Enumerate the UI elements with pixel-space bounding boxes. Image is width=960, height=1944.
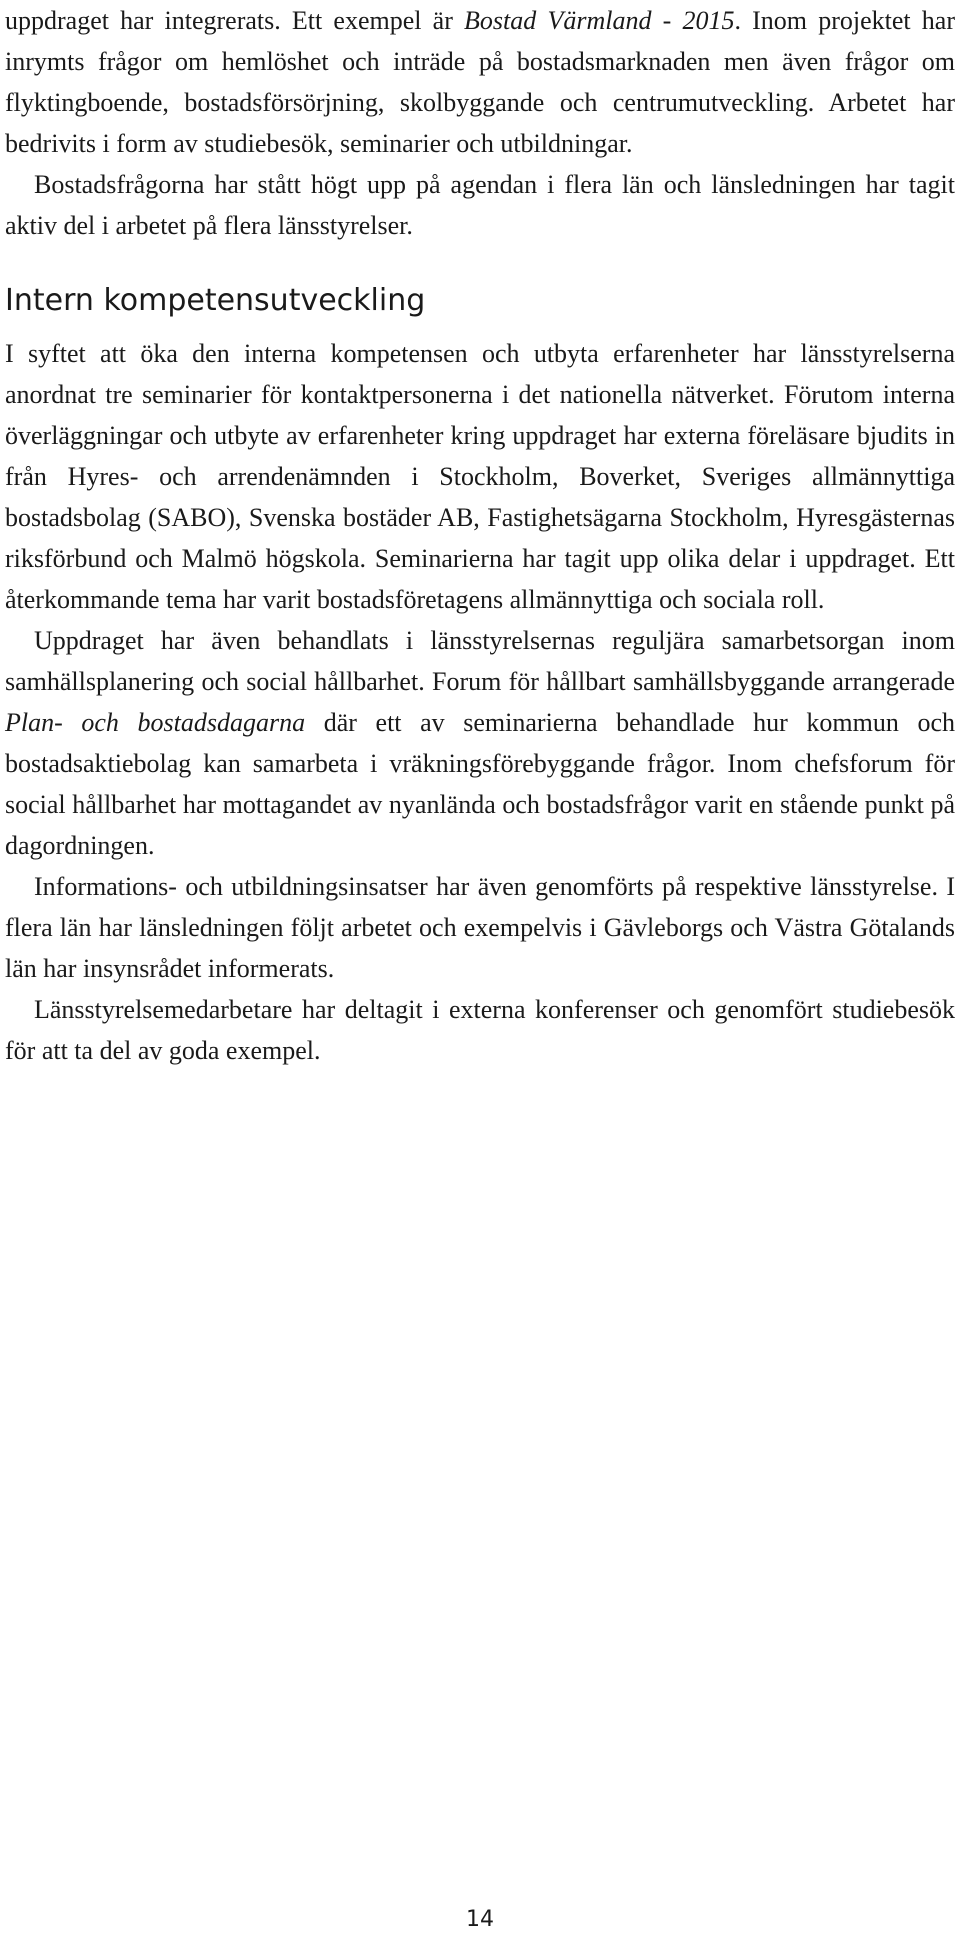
section-paragraph-3: Informations- och utbildningsinsatser har även genomförts på respektive länsstyrelse. I flera län har länsledningen följt arbetet och exempelvis i Gävleborgs och Västra Götalands län har insynsrådet informerats.	[5, 872, 955, 983]
section-heading: Intern kompetensutveckling	[5, 283, 426, 318]
project-name-italic: Bostad Värmland - 2015	[464, 6, 735, 35]
intro-paragraph-1	[5, 0, 955, 164]
event-name-italic: Plan- och bostadsdagarna	[5, 708, 306, 737]
intro-paragraph-1-start: uppdraget har integrerats. Ett exempel är	[5, 6, 465, 35]
intro-paragraph-2: Bostadsfrågorna har stått högt upp på agendan i flera län och länsledningen har tagit aktiv del i arbetet på flera länsstyrelser.	[5, 170, 955, 240]
page-number: 14	[466, 1907, 494, 1932]
section-paragraph-1: I syftet att öka den interna kompetensen och utbyta erfarenheter har länsstyrelserna anordnat tre seminarier för kontaktpersonerna i det nationella nätverket. Förutom interna överläggningar och utbyte av erfarenheter kring uppdraget har externa föreläsare bjudits in från Hyres- och arrendenämnden i Stockholm, Boverket, Sveriges allmännyttiga bostadsbolag (SABO), Svenska bostäder AB, Fastighetsägarna Stockholm, Hyresgästernas riksförbund och Malmö högskola. Seminarierna har tagit upp olika delar i uppdraget. Ett återkommande tema har varit bostadsföretagens allmännyttiga och sociala roll.	[5, 339, 955, 614]
intro-text-block	[5, 0, 955, 246]
section-paragraph-2	[5, 620, 955, 866]
section-paragraph-4: Länsstyrelsemedarbetare har deltagit i externa konferenser och genomfört studiebesök för att ta del av goda exempel.	[5, 995, 955, 1065]
section-paragraph-2-end: där ett av seminarierna behandlade hur kommun och bostadsaktiebolag kan samarbeta i vräkningsförebyggande frågor. Inom chefsforum för social hållbarhet har mottagandet av nyanlända och bostadsfrågor varit en stående punkt på dagordningen.	[5, 708, 955, 860]
intro-paragraph-1-end: . Inom projektet har inrymts frågor om hemlöshet och inträde på bostadsmarknaden men även frågor om flyktingboende, bostadsförsörjning, skolbyggande och centrumutveckling. Arbetet har bedrivits i form av studiebesök, seminarier och utbildningar.	[5, 6, 955, 158]
section-paragraph-2-start: Uppdraget har även behandlats i länsstyrelsernas reguljära samarbetsorgan inom samhällsplanering och social hållbarhet. Forum för hållbart samhällsbyggande arrangerade	[5, 626, 955, 696]
section-text-block	[5, 333, 955, 1071]
